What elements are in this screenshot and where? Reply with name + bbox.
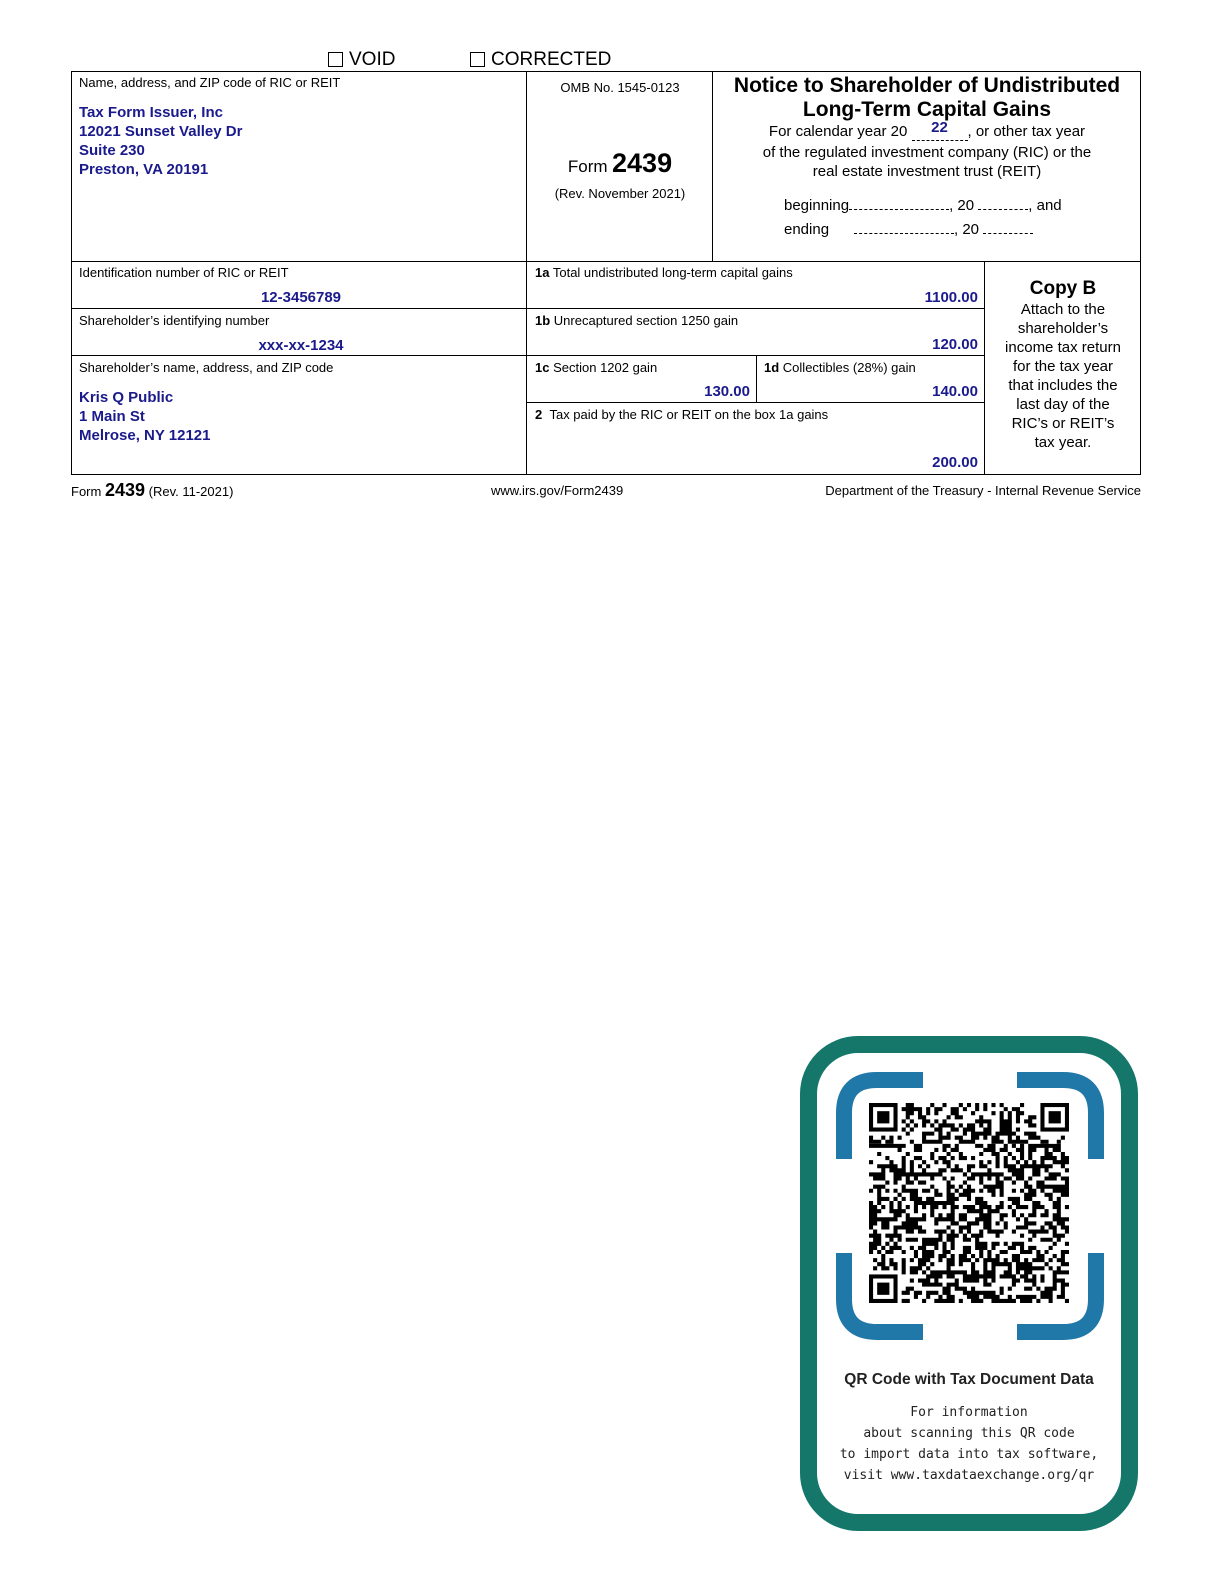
void-checkbox-group [328,49,395,71]
box-1c-number: 1c [535,360,550,375]
corrected-checkbox-group [470,49,611,71]
shareholder-label: Shareholder’s name, address, and ZIP code [79,360,334,375]
ric-id-value: 12-3456789 [260,289,342,306]
box-2-number: 2 [535,407,543,422]
form-number: 2439 [612,148,673,178]
box-1d-text: Collectibles (28%) gain [782,360,916,375]
copy-b-line: Attach to the [1020,301,1106,318]
ric-id-label: Identification number of RIC or REIT [79,265,289,280]
copy-b-title: Copy B [1029,278,1097,299]
box-1c-value: 130.00 [704,383,750,400]
box-1c [527,356,756,402]
box-2 [527,403,984,475]
title-line1: Notice to Shareholder of Undistributed [733,74,1121,97]
payer-address1: 12021 Sunset Valley Dr [79,123,243,140]
payer-label: Name, address, and ZIP code of RIC or REIT [79,75,341,90]
qr-info-line: about scanning this QR code [863,1426,1075,1441]
copy-b-line: RIC’s or REIT’s [1011,415,1115,432]
qr-finder-pattern [877,1283,889,1295]
box-1d-number: 1d [764,360,780,375]
qr-info-line: For information [910,1405,1028,1420]
void-label: VOID [349,49,396,70]
box-1b-value: 120.00 [932,336,978,353]
beginning-comma20: , 20 [949,197,975,214]
omb-number: OMB No. 1545-0123 [560,80,680,95]
payer-city-state-zip: Preston, VA 20191 [79,161,209,178]
qr-info-line: to import data into tax software, [839,1447,1099,1462]
box-1a-number: 1a [535,265,550,280]
qr-modules [869,1103,1069,1303]
box-1c-text: Section 1202 gain [553,360,658,375]
form-word: Form [567,157,608,176]
footer-revision: (Rev. 11-2021) [148,484,234,499]
void-checkbox[interactable] [328,52,343,67]
box-1d-label [764,360,916,375]
box-1d [757,356,984,402]
box-2-value: 200.00 [932,454,978,471]
beginning-year-field[interactable] [978,195,1028,210]
beginning-line [784,195,1062,214]
box-1a-value: 1100.00 [924,289,978,306]
qr-card [800,1036,1138,1531]
box-1a-text: Total undistributed long-term capital gains [552,265,793,280]
beginning-date-field[interactable] [849,195,949,210]
shareholder-city-state-zip: Melrose, NY 12121 [79,427,211,444]
shareholder-name: Kris Q Public [79,389,174,406]
calendar-year-line [714,119,1140,141]
box-1a-label [535,265,793,280]
qr-finder-pattern [877,1111,889,1123]
copy-b-line: that includes the [1008,377,1118,394]
ending-line [784,219,1033,238]
box-1b [527,309,984,355]
footer-form-word: Form [71,484,102,499]
box-1b-number: 1b [535,313,551,328]
copy-b-line: for the tax year [1012,358,1114,375]
footer-department: Department of the Treasury - Internal Revenue Service [825,483,1141,498]
shareholder-address-block [79,388,210,445]
box-1a [527,262,984,308]
corrected-label: CORRECTED [491,49,612,70]
payer-address2: Suite 230 [79,142,145,159]
footer-form-id [71,480,233,501]
box-1d-value: 140.00 [932,383,978,400]
copy-b-line: tax year. [1034,434,1092,451]
corrected-checkbox[interactable] [470,52,485,67]
copy-b-line: income tax return [1005,339,1121,356]
box-2-text: Tax paid by the RIC or REIT on the box 1a gains [549,407,829,422]
copy-b-instructions [985,300,1141,452]
shareholder-address: 1 Main St [79,408,145,425]
ending-date-field[interactable] [854,219,954,234]
qr-info-line[interactable]: visit www.taxdataexchange.org/qr [843,1468,1095,1483]
box-2-label [535,407,828,422]
payer-address-block [79,103,242,179]
form-number-block [527,148,713,179]
calendar-year-field[interactable] [912,119,968,141]
footer-url[interactable]: www.irs.gov/Form2439 [491,483,624,498]
beginning-label: beginning [784,197,850,214]
ending-label: ending [784,221,830,238]
title-line4: of the regulated investment company (RIC) or the [762,144,1092,161]
qr-title: QR Code with Tax Document Data [844,1371,1094,1388]
payer-name: Tax Form Issuer, Inc [79,104,223,121]
form-title [714,74,1140,122]
copy-b-panel [985,278,1141,452]
ending-year-field[interactable] [983,219,1033,234]
cal-prefix: For calendar year 20 [768,123,908,140]
copy-b-line: shareholder’s [1017,320,1109,337]
box-1c-label [535,360,657,375]
form-revision: (Rev. November 2021) [554,186,686,201]
box-1b-text: Unrecaptured section 1250 gain [553,313,739,328]
footer-form-number: 2439 [104,480,146,500]
ending-comma20: , 20 [954,221,980,238]
title-line5: real estate investment trust (REIT) [812,163,1042,180]
title-line2: Long-Term Capital Gains [802,98,1052,121]
qr-code-icon [869,1103,1069,1303]
shareholder-id-value: xxx-xx-1234 [258,337,344,354]
qr-info [817,1402,1121,1486]
box-1b-label [535,313,738,328]
shareholder-id-label: Shareholder’s identifying number [79,313,270,328]
calendar-year-value: 22 [931,119,948,136]
qr-finder-pattern [1049,1111,1061,1123]
and-label: , and [1028,197,1062,214]
cal-suffix: , or other tax year [967,123,1086,140]
copy-b-line: last day of the [1016,396,1110,413]
